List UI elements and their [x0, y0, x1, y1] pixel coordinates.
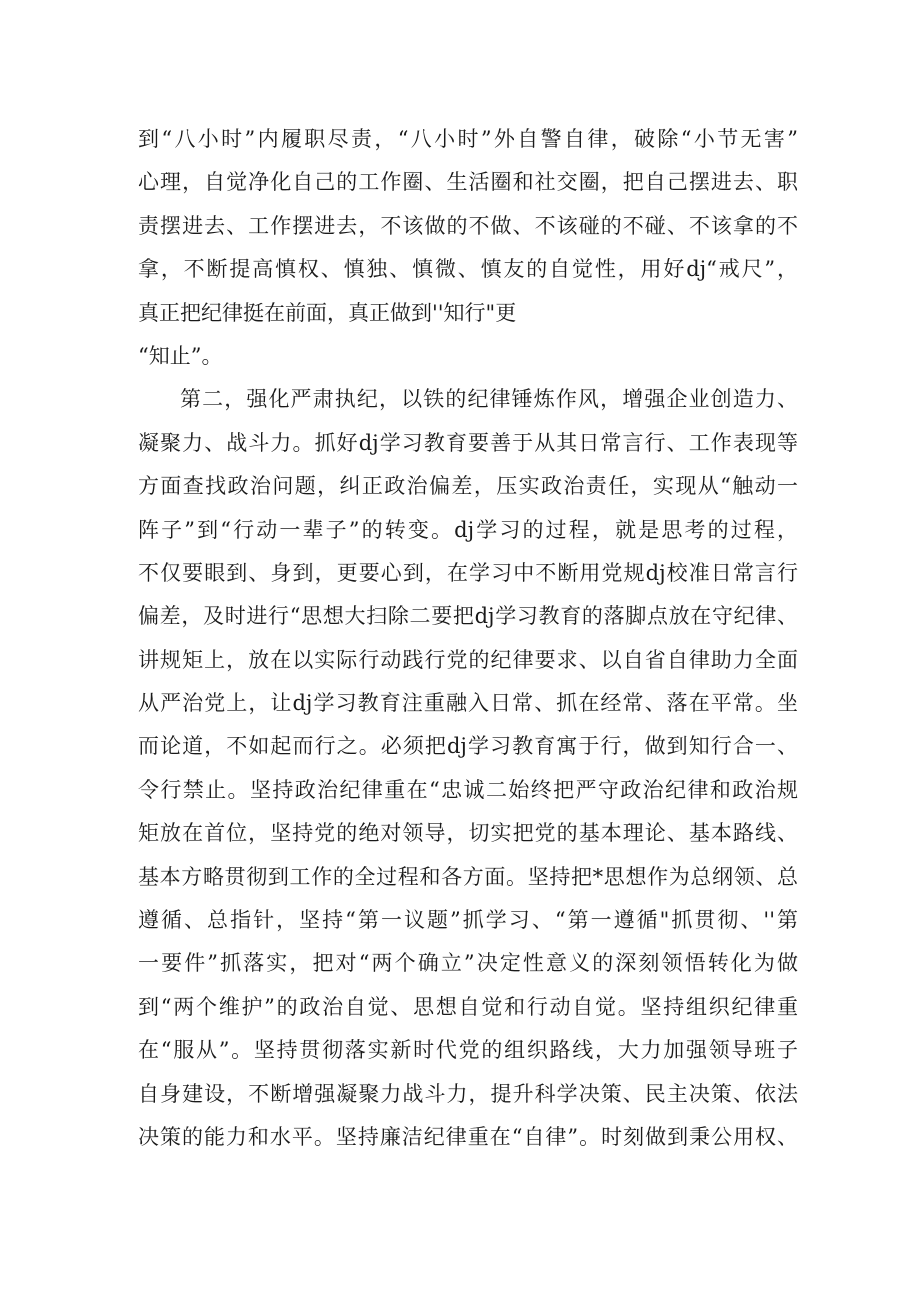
- text-line: 凝聚力、战斗力。抓好dj学习教育要善于从其日常言行、工作表现等: [138, 430, 798, 455]
- text-line: 一要件”抓落实，把对“两个确立”决定性意义的深刻领悟转化为做: [138, 951, 798, 976]
- text-line: 在“服从”。坚持贯彻落实新时代党的组织路线，大力加强领导班子: [138, 1038, 798, 1063]
- text-line: 方面查找政治问题，纠正政治偏差，压实政治责任，实现从“触动一: [138, 474, 798, 499]
- text-line: 阵子”到“行动一辈子”的转变。dj学习的过程，就是思考的过程，: [138, 517, 798, 542]
- text-line: 自身建设，不断增强凝聚力战斗力，提升科学决策、民主决策、依法: [138, 1081, 798, 1106]
- text-line: 讲规矩上，放在以实际行动践行党的纪律要求、以自省自律助力全面: [138, 647, 798, 672]
- text-line: 矩放在首位，坚持党的绝对领导，切实把党的基本理论、基本路线、: [138, 821, 798, 846]
- text-line: 决策的能力和水平。坚持廉洁纪律重在“自律”。时刻做到秉公用权、: [138, 1124, 798, 1149]
- text-line: 而论道，不如起而行之。必须把dj学习教育寓于行，做到知行合一、: [138, 734, 798, 759]
- paragraph-start-line: 第二，强化严肃执纪，以铁的纪律锤炼作风，增强企业创造力、: [180, 387, 798, 412]
- text-line: 基本方略贯彻到工作的全过程和各方面。坚持把*思想作为总纲领、总: [138, 864, 798, 889]
- text-line: “知止”。: [138, 343, 223, 368]
- text-line: 到“两个维护”的政治自觉、思想自觉和行动自觉。坚持组织纪律重: [138, 994, 798, 1019]
- text-line: 到“八小时”内履职尽责，“八小时”外自警自律，破除“小节无害”: [138, 127, 798, 151]
- text-line: 从严治党上，让dj学习教育注重融入日常、抓在经常、落在平常。坐: [138, 691, 798, 716]
- body-text: [138, 118, 798, 1159]
- text-line: 责摆进去、工作摆进去，不该做的不做、不该碰的不碰、不该拿的不: [138, 213, 798, 238]
- text-line: 令行禁止。坚持政治纪律重在“忠诚二始终把严守政治纪律和政治规: [138, 777, 798, 802]
- text-line: 偏差，及时进行“思想大扫除二要把dj学习教育的落脚点放在守纪律、: [138, 604, 798, 629]
- text-line: 真正把纪律挺在前面，真正做到''知行"更: [138, 300, 517, 325]
- text-line: 拿，不断提高慎权、慎独、慎微、慎友的自觉性，用好dj“戒尺”，: [138, 257, 798, 282]
- text-line: 遵循、总指针，坚持“第一议题”抓学习、“第一遵循"抓贯彻、''第: [138, 908, 798, 933]
- text-line: 不仅要眼到、身到，更要心到，在学习中不断用党规dj校准日常言行: [138, 560, 798, 585]
- text-line: 心理，自觉净化自己的工作圈、生活圈和社交圈，把自己摆进去、职: [138, 170, 798, 195]
